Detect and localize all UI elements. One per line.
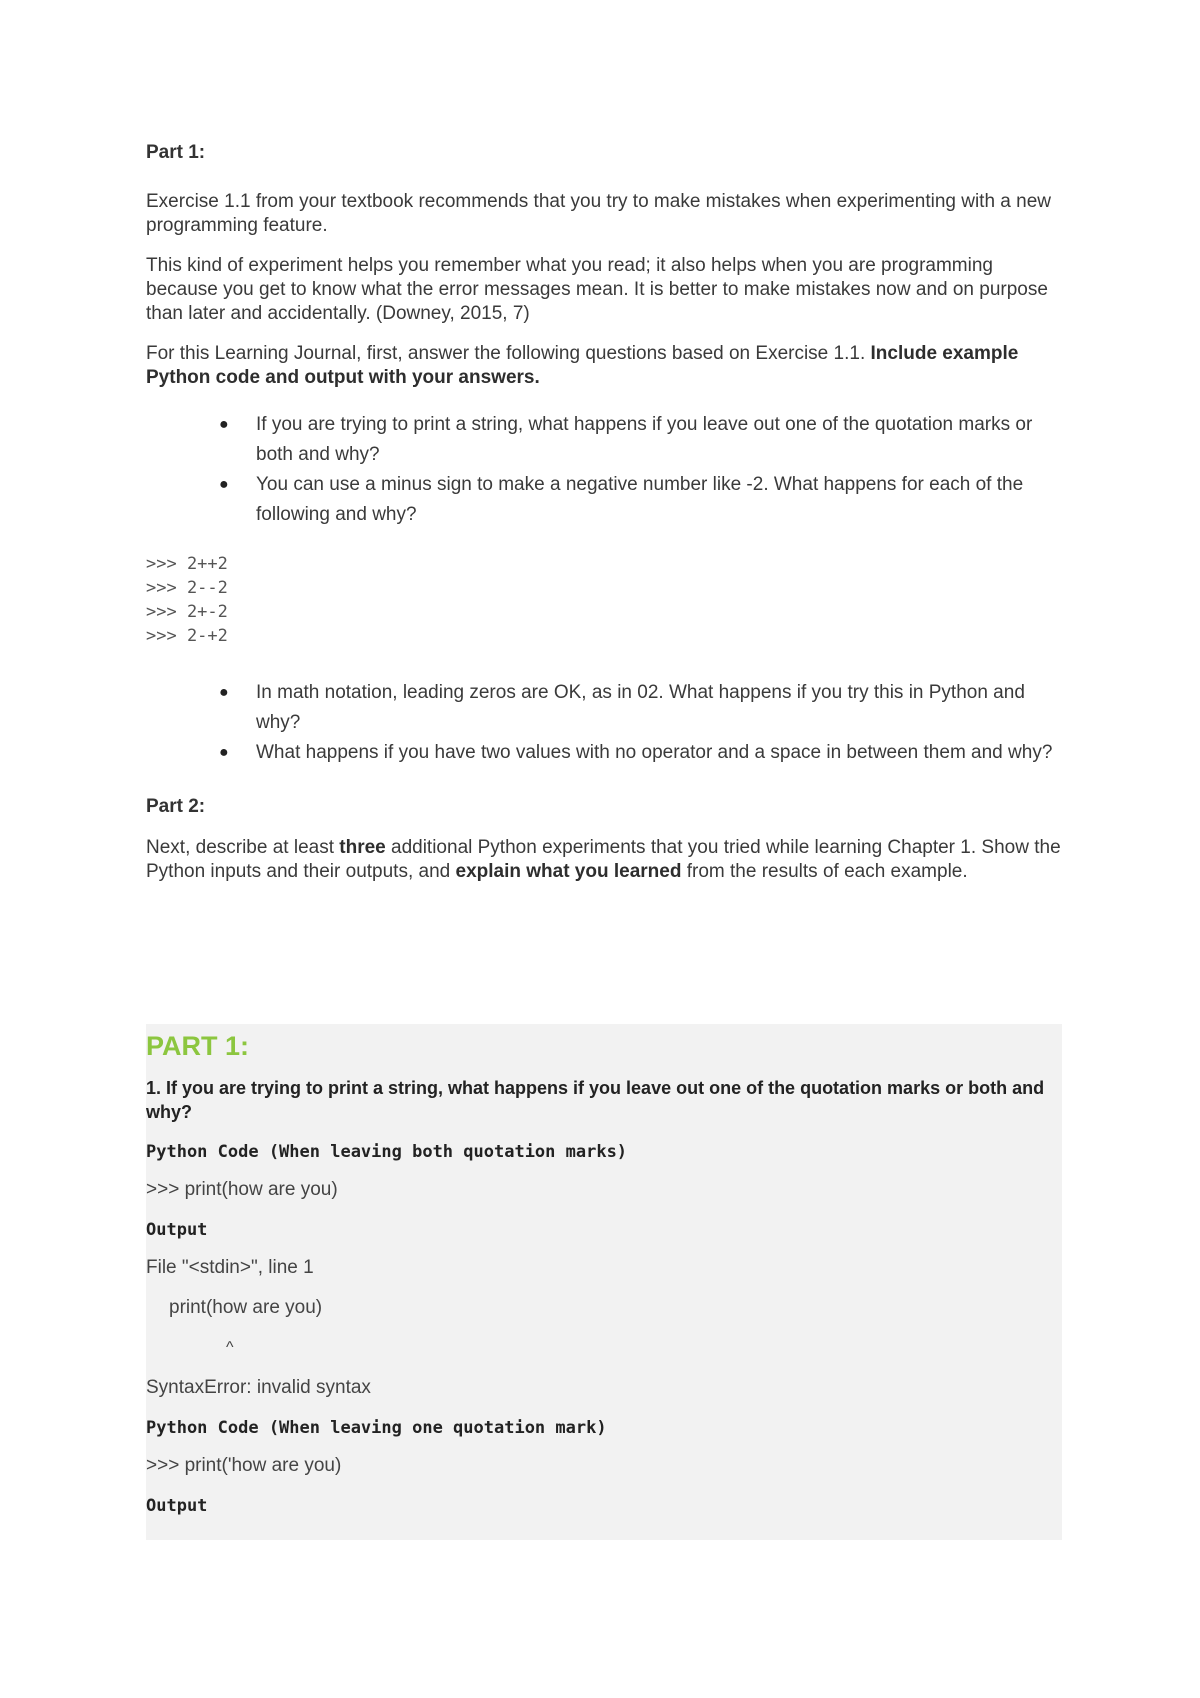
list-item-text: You can use a minus sign to make a negative number like -2. What happens for each of the following and why? xyxy=(256,474,1024,525)
output-line: SyntaxError: invalid syntax xyxy=(146,1377,371,1398)
instructions-section xyxy=(146,142,1062,900)
output-label-1: Output xyxy=(146,1220,208,1240)
part2-text-1: Next, describe at least xyxy=(146,837,340,858)
code-both: >>> print(how are you) xyxy=(146,1179,338,1200)
journal-bold-text: Include example Python code and output with your answers. xyxy=(146,343,1019,388)
bullet-icon: ● xyxy=(219,476,229,493)
bullet-icon: ● xyxy=(219,416,229,433)
part1-heading: Part 1: xyxy=(146,142,206,163)
list-item-text: What happens if you have two values with no operator and a space in between them and why? xyxy=(256,742,1053,763)
list-item xyxy=(219,678,1062,738)
bullet-icon: ● xyxy=(219,744,229,761)
bullet-icon: ● xyxy=(219,684,229,701)
output-line: ^ xyxy=(226,1339,234,1356)
code-line: >>> 2-+2 xyxy=(146,626,228,646)
output-label-2: Output xyxy=(146,1496,208,1516)
bullet-list-b xyxy=(146,678,1062,768)
part2-text-2: additional Python experiments that you tried while learning Chapter 1. Show the Python inputs and their outputs, and xyxy=(146,837,1061,882)
part2-heading: Part 2: xyxy=(146,796,206,817)
code-one: >>> print('how are you) xyxy=(146,1455,342,1476)
list-item-text: If you are trying to print a string, what happens if you leave out one of the quotation marks or both and why? xyxy=(256,414,1033,465)
output-line: File "<stdin>", line 1 xyxy=(146,1257,314,1278)
bullet-list-a xyxy=(146,410,1062,530)
part2-text-3: from the results of each example. xyxy=(681,861,968,882)
list-item-text: In math notation, leading zeros are OK, as in 02. What happens if you try this in Python and why? xyxy=(256,682,1025,733)
list-item xyxy=(219,410,1062,470)
answer-heading: PART 1: xyxy=(146,1031,250,1061)
list-item xyxy=(219,738,1062,768)
code-line: >>> 2++2 xyxy=(146,554,228,574)
journal-text: For this Learning Journal, first, answer the following questions based on Exercise 1.1. xyxy=(146,343,871,364)
paragraph-journal xyxy=(146,342,1062,390)
code-line: >>> 2--2 xyxy=(146,578,228,598)
paragraph-exercise: Exercise 1.1 from your textbook recommends that you try to make mistakes when experimenting with a new programming feature. xyxy=(146,191,1052,236)
code-examples xyxy=(146,552,1062,648)
code-line: >>> 2+-2 xyxy=(146,602,228,622)
output-line: print(how are you) xyxy=(169,1297,323,1318)
part2-bold-1: three xyxy=(339,837,386,858)
list-item xyxy=(219,470,1062,530)
question-1: 1. If you are trying to print a string, what happens if you leave out one of the quotation marks or both and why? xyxy=(146,1078,1045,1122)
code-label-one: Python Code (When leaving one quotation mark) xyxy=(146,1418,607,1438)
answer-section xyxy=(146,1024,1062,1540)
code-label-both: Python Code (When leaving both quotation marks) xyxy=(146,1142,628,1162)
paragraph-experiment: This kind of experiment helps you remember what you read; it also helps when you are programming because you get to know what the error messages mean. It is better to make mistakes now and on purpose than later and accidentally. (Downey, 2015, 7) xyxy=(146,255,1048,324)
part2-bold-2: explain what you learned xyxy=(455,861,682,882)
paragraph-part2 xyxy=(146,836,1062,884)
